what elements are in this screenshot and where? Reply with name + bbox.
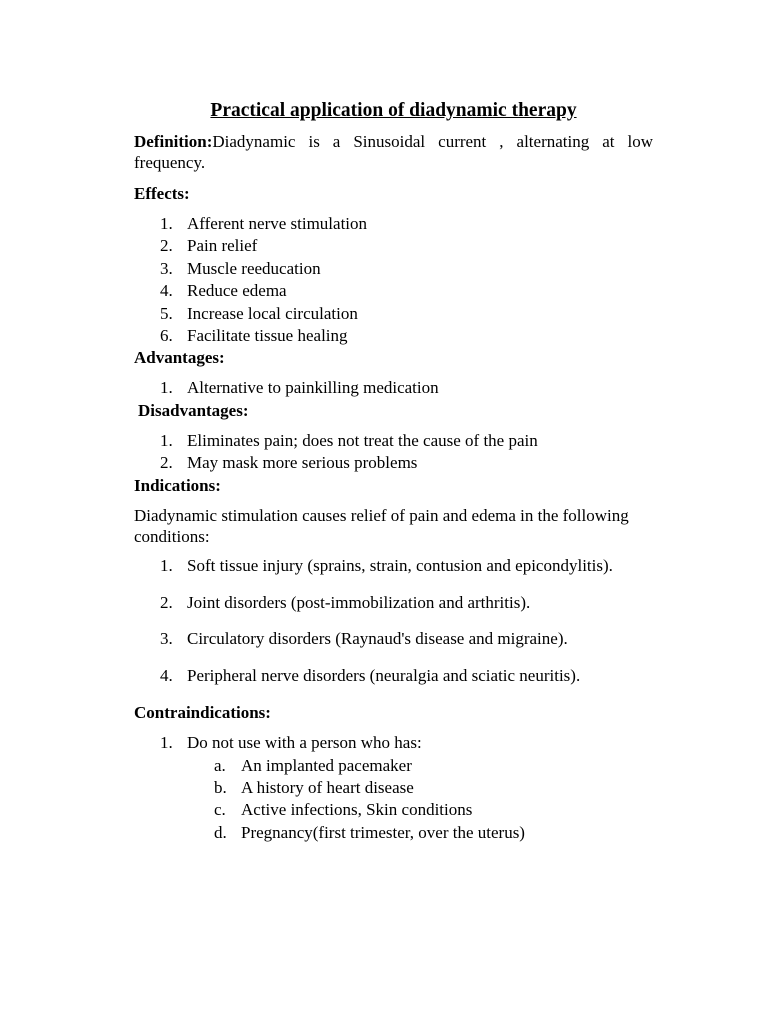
item-number: 5. [160,303,173,323]
item-text: Eliminates pain; does not treat the cause of the pain [187,430,538,450]
list-item [134,213,653,235]
list-item [134,430,653,452]
item-letter: d. [214,822,227,842]
list-item [134,377,653,399]
sub-list-item [134,755,653,777]
list-item [134,452,653,474]
item-number: 2. [160,236,173,256]
item-letter: b. [214,777,227,797]
item-text: An implanted pacemaker [241,755,412,775]
item-letter: c. [214,800,226,820]
item-number: 2. [160,453,173,473]
item-number: 1. [160,733,173,753]
list-item [134,303,653,325]
contraindications-sublist [134,755,653,844]
item-text: Soft tissue injury (sprains, strain, contusion and epicondylitis). [187,555,613,575]
item-number: 1. [160,378,173,398]
indications-intro: Diadynamic stimulation causes relief of pain and edema in the following conditions: [134,505,629,546]
effects-list [134,213,653,347]
list-item [134,665,653,687]
item-letter: a. [214,755,226,775]
item-text: Pain relief [187,236,258,256]
item-number: 1. [160,214,173,233]
item-text: Peripheral nerve disorders (neuralgia and sciatic neuritis). [187,666,581,686]
item-text: Muscle reeducation [187,258,321,278]
advantages-list [134,377,653,399]
item-number: 1. [160,430,173,450]
item-text: Do not use with a person who has: [187,733,422,753]
item-number: 3. [160,258,173,278]
item-number: 6. [160,326,173,346]
contraindications-heading: Contraindications: [134,703,271,723]
definition-paragraph [134,131,653,173]
item-text: Reduce edema [187,281,287,301]
indications-list [134,555,653,688]
list-item [134,280,653,302]
item-text: Afferent nerve stimulation [187,214,368,233]
disadvantages-list [134,430,653,475]
list-item [134,732,653,754]
effects-heading: Effects: [134,184,190,203]
item-text: Pregnancy(first trimester, over the uterus) [241,822,525,842]
item-text: May mask more serious problems [187,453,418,473]
document-title: Practical application of diadynamic therapy [210,100,577,121]
advantages-heading: Advantages: [134,348,225,368]
document-page [134,98,653,844]
item-text: Alternative to painkilling medication [187,378,439,398]
item-number: 1. [160,555,173,575]
item-text: Facilitate tissue healing [187,326,348,346]
disadvantages-heading: Disadvantages: [138,400,249,420]
item-text: Active infections, Skin conditions [241,800,473,820]
list-item [134,592,653,614]
item-text: Circulatory disorders (Raynaud's disease and migraine). [187,629,568,649]
sub-list-item [134,777,653,799]
list-item [134,555,653,577]
item-number: 2. [160,592,173,612]
indications-heading: Indications: [134,475,221,495]
item-text: A history of heart disease [241,777,414,797]
list-item [134,325,653,347]
item-number: 4. [160,281,173,301]
list-item [134,628,653,650]
definition-label: Definition: [134,132,213,151]
list-item [134,258,653,280]
item-text: Increase local circulation [187,303,358,323]
item-number: 4. [160,666,173,686]
list-item [134,235,653,257]
definition-text: Diadynamic is a Sinusoidal current , alternating at low frequency. [134,132,653,172]
item-text: Joint disorders (post-immobilization and arthritis). [187,592,531,612]
item-number: 3. [160,629,173,649]
sub-list-item [134,822,653,844]
contraindications-list [134,732,653,754]
sub-list-item [134,799,653,821]
